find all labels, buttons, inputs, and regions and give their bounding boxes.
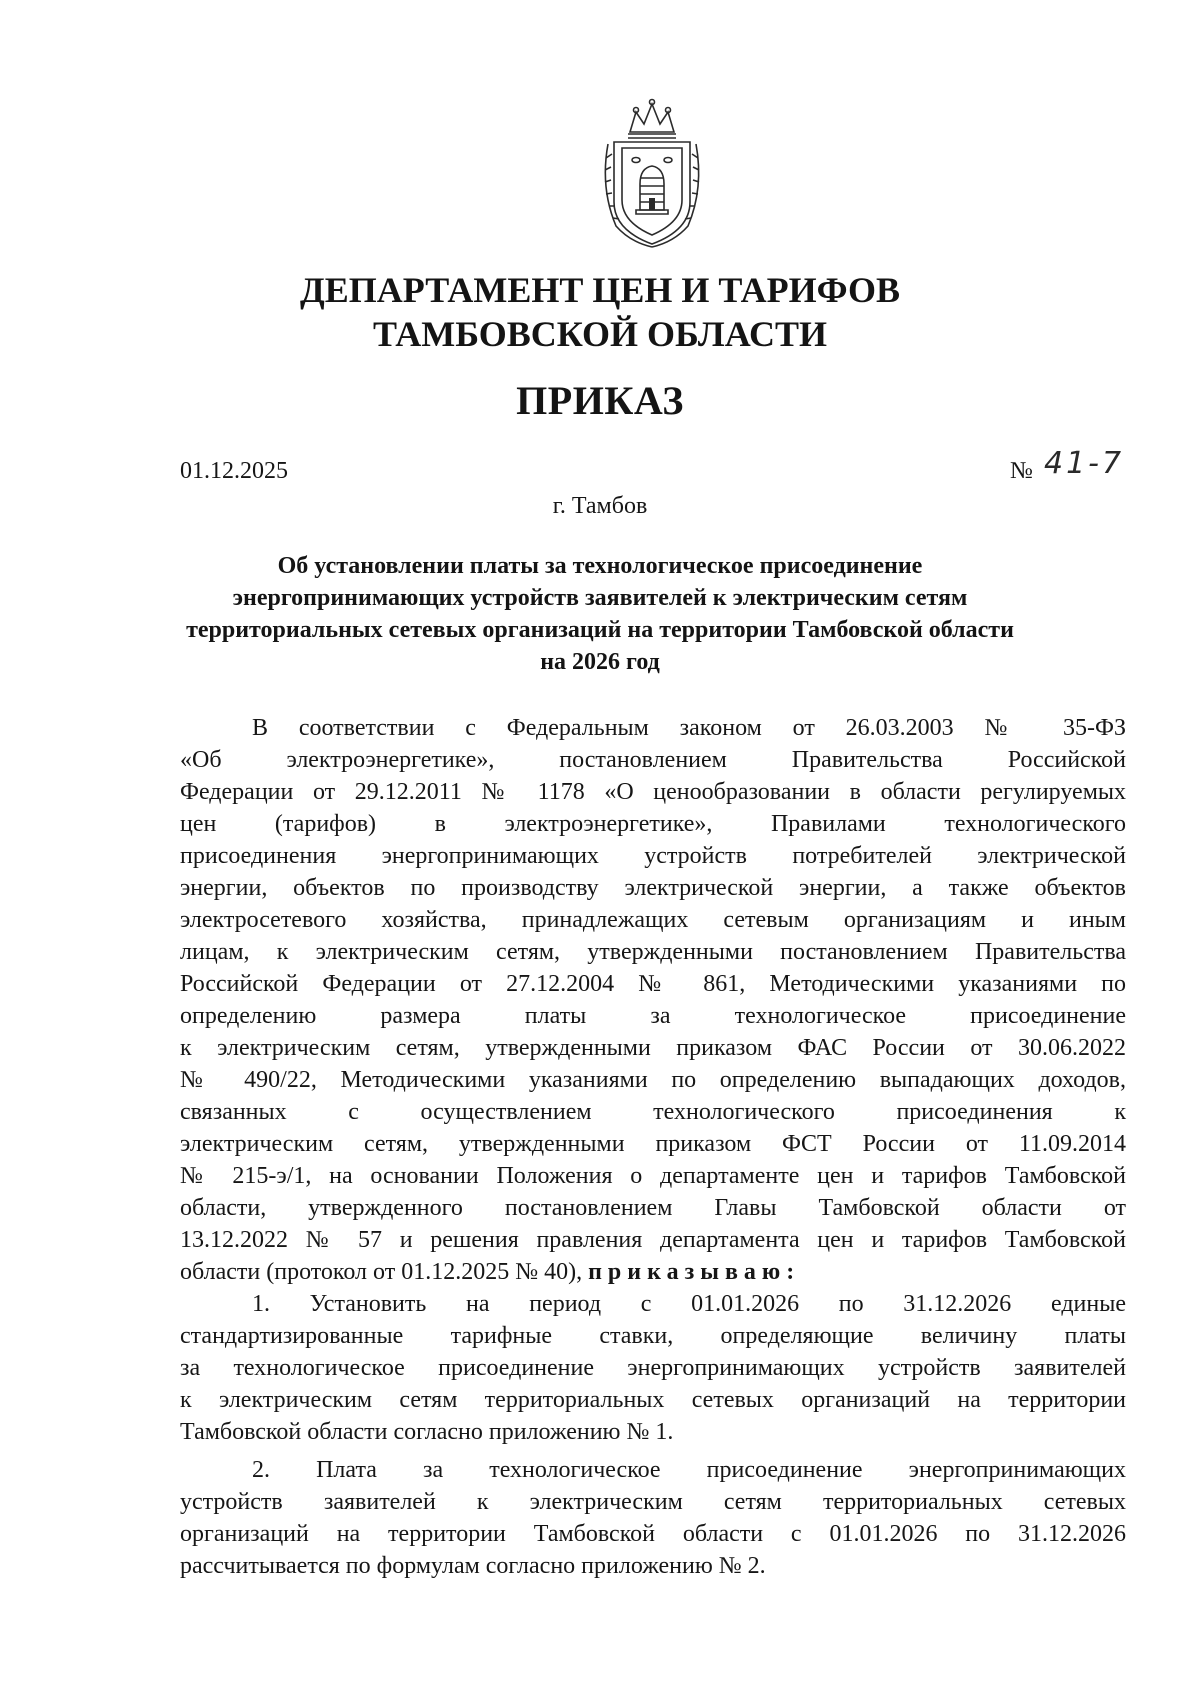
body-line: Федерации от 29.12.2011 № 1178 «О ценообразовании в области регулируемых: [180, 779, 1126, 805]
body-line: к электрическим сетям, утвержденными приказом ФАС России от 30.06.2022: [180, 1035, 1126, 1061]
document-type-title: ПРИКАЗ: [516, 378, 684, 423]
body-line: «Об электроэнергетике», постановлением Правительства Российской: [180, 747, 1126, 773]
subject-line: на 2026 год: [540, 649, 660, 675]
body-line: связанных с осуществлением технологического присоединения к: [180, 1099, 1126, 1125]
body-line-last: рассчитывается по формулам согласно приложению № 2.: [180, 1553, 766, 1579]
preamble-closing-text: области (протокол от 01.12.2025 № 40),: [180, 1259, 583, 1285]
coat-of-arms-emblem: [596, 98, 708, 248]
body-line: 13.12.2022 № 57 и решения правления департамента цен и тарифов Тамбовской: [180, 1227, 1126, 1253]
order-number-handwritten: 41-7: [1044, 446, 1125, 481]
body-line: стандартизированные тарифные ставки, определяющие величину платы: [180, 1323, 1126, 1349]
subject-line: территориальных сетевых организаций на территории Тамбовской области: [186, 617, 1014, 643]
subject-line: Об установлении платы за технологическое присоединение: [277, 553, 923, 579]
body-line-last: Тамбовской области согласно приложению № 1.: [180, 1419, 674, 1445]
preamble-paragraph: [180, 712, 1126, 1288]
order-number-sign: [1010, 455, 1033, 487]
body-line: за технологическое присоединение энергопринимающих устройств заявителей: [180, 1355, 1126, 1381]
body-line: области, утвержденного постановлением Главы Тамбовской области от: [180, 1195, 1126, 1221]
body-line-last: [180, 1256, 1126, 1288]
body-line: определению размера платы за технологическое присоединение: [180, 1003, 1126, 1029]
item-1-paragraph: [180, 1288, 1126, 1448]
number-sign: №: [1010, 458, 1033, 484]
subject-line: энергопринимающих устройств заявителей к электрическим сетям: [232, 585, 968, 611]
department-title-line1: ДЕПАРТАМЕНТ ЦЕН И ТАРИФОВ: [299, 270, 901, 310]
order-date: 01.12.2025: [180, 458, 288, 484]
body-line: к электрическим сетям территориальных сетевых организаций на территории: [180, 1387, 1126, 1413]
body-line: 1. Установить на период с 01.01.2026 по 31.12.2026 единые: [252, 1291, 1126, 1317]
body-line: 2. Плата за технологическое присоединение энергопринимающих: [252, 1457, 1126, 1483]
department-title-line2: ТАМБОВСКОЙ ОБЛАСТИ: [373, 314, 827, 354]
order-body: [180, 712, 1126, 1582]
body-line: присоединения энергопринимающих устройств потребителей электрической: [180, 843, 1126, 869]
body-line: организаций на территории Тамбовской области с 01.01.2026 по 31.12.2026: [180, 1521, 1126, 1547]
decree-word: приказываю:: [588, 1259, 801, 1285]
body-line: № 215-э/1, на основании Положения о департаменте цен и тарифов Тамбовской: [180, 1163, 1126, 1189]
body-line: энергии, объектов по производству электрической энергии, а также объектов: [180, 875, 1126, 901]
body-line: цен (тарифов) в электроэнергетике», Правилами технологического: [180, 811, 1126, 837]
body-line: электрическим сетям, утвержденными приказом ФСТ России от 11.09.2014: [180, 1131, 1126, 1157]
body-line: лицам, к электрическим сетям, утвержденными постановлением Правительства: [180, 939, 1126, 965]
body-line: Российской Федерации от 27.12.2004 № 861, Методическими указаниями по: [180, 971, 1126, 997]
item-2-paragraph: [180, 1454, 1126, 1582]
body-line: электросетевого хозяйства, принадлежащих сетевым организациям и иным: [180, 907, 1126, 933]
order-subject: [150, 550, 1050, 678]
order-city: г. Тамбов: [552, 493, 648, 519]
body-line: устройств заявителей к электрическим сетям территориальных сетевых: [180, 1489, 1126, 1515]
body-line: № 490/22, Методическими указаниями по определению выпадающих доходов,: [180, 1067, 1126, 1093]
body-line: В соответствии с Федеральным законом от 26.03.2003 № 35-ФЗ: [252, 715, 1126, 741]
